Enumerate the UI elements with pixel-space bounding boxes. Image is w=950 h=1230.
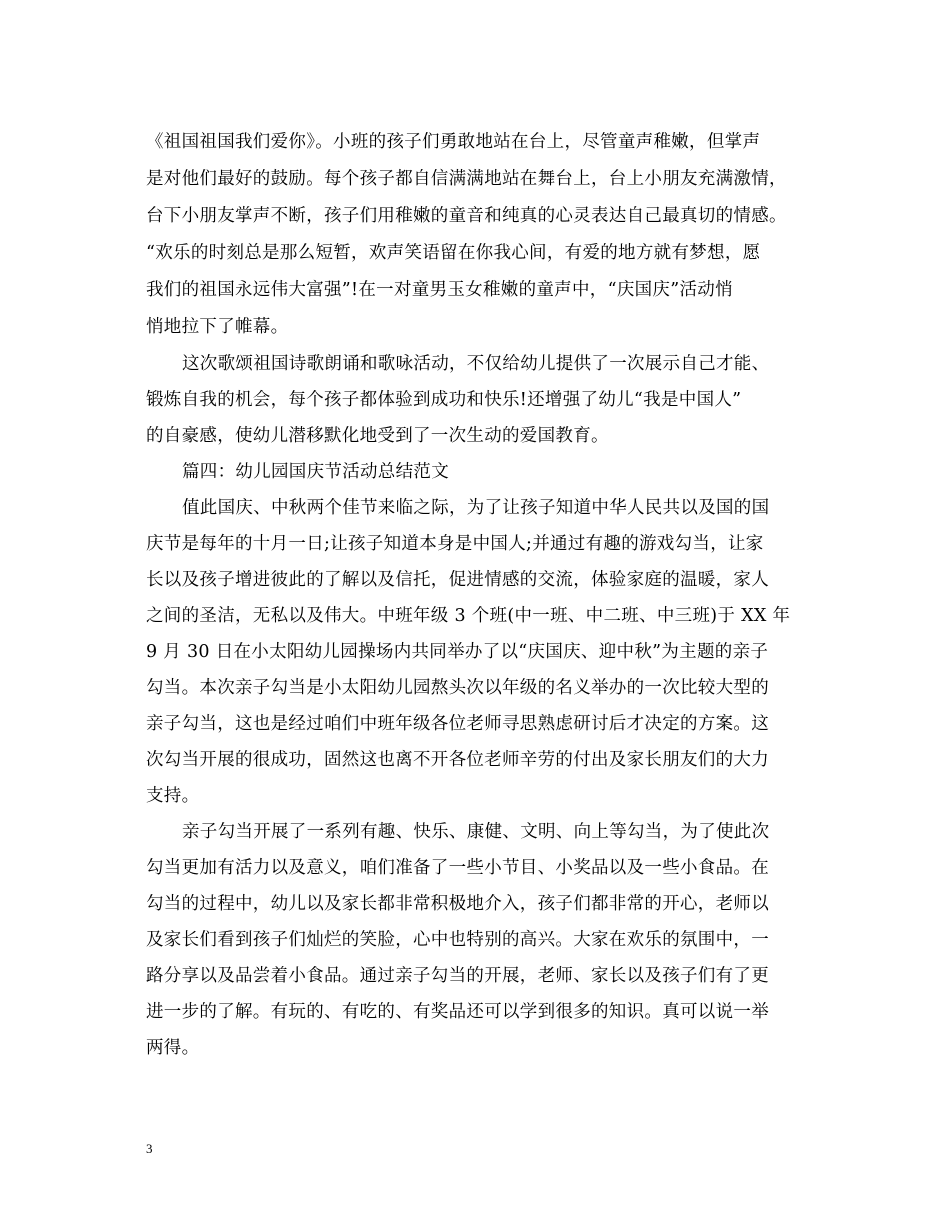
text-line: 路分享以及品尝着小食品。通过亲子勾当的开展，老师、家长以及孩子们有了更 <box>146 966 769 986</box>
text-line: 长以及孩子增进彼此的了解以及信托，促进情感的交流，体验家庭的温暖，家人 <box>146 570 769 590</box>
text-line: 亲子勾当开展了一系列有趣、快乐、康健、文明、向上等勾当，为了使此次 <box>182 822 770 842</box>
text-line: 及家长们看到孩子们灿烂的笑脸，心中也特别的高兴。大家在欢乐的氛围中，一 <box>146 930 769 950</box>
text-line: 《祖国祖国我们爱你》。小班的孩子们勇敢地站在台上，尽管童声稚嫩，但掌声 <box>146 132 761 152</box>
section-heading: 篇四：幼儿园国庆节活动总结范文 <box>182 462 449 482</box>
text-line: 两得。 <box>146 1038 200 1058</box>
text-line: 值此国庆、中秋两个佳节来临之际，为了让孩子知道中华人民共以及国的国 <box>182 498 770 518</box>
text-line: 是对他们最好的鼓励。每个孩子都自信满满地站在舞台上，台上小朋友充满激情， <box>146 169 787 189</box>
text-line: 我们的祖国永远伟大富强”!在一对童男玉女稚嫩的童声中，“庆国庆”活动悄 <box>146 280 733 300</box>
text-line: 勾当。本次亲子勾当是小太阳幼儿园熬头次以年级的名义举办的一次比较大型的 <box>146 678 769 698</box>
text-line: 台下小朋友掌声不断，孩子们用稚嫩的童音和纯真的心灵表达自己最真切的情感。 <box>146 206 787 226</box>
text-line: 之间的圣洁，无私以及伟大。中班年级 3 个班(中一班、中二班、中三班)于 XX 年 <box>146 606 791 626</box>
text-line: “欢乐的时刻总是那么短暂，欢声笑语留在你我心间，有爱的地方就有梦想，愿 <box>146 243 761 263</box>
text-line: 亲子勾当，这也是经过咱们中班年级各位老师寻思熟虑研讨后才决定的方案。这 <box>146 714 769 734</box>
text-line: 锻炼自我的机会，每个孩子都体验到成功和快乐!还增强了幼儿“我是中国人” <box>146 390 742 410</box>
text-line: 9 月 30 日在小太阳幼儿园操场内共同举办了以“庆国庆、迎中秋”为主题的亲子 <box>146 642 769 662</box>
text-line: 次勾当开展的很成功，固然这也离不开各位老师辛劳的付出及家长朋友们的大力 <box>146 750 769 770</box>
text-line: 的自豪感，使幼儿潜移默化地受到了一次生动的爱国教育。 <box>146 426 609 446</box>
page-number: 3 <box>146 1141 153 1156</box>
text-line: 庆节是每年的十月一日;让孩子知道本身是中国人;并通过有趣的游戏勾当，让家 <box>146 534 764 554</box>
text-line: 勾当的过程中，幼儿以及家长都非常积极地介入，孩子们都非常的开心，老师以 <box>146 894 769 914</box>
text-line: 悄地拉下了帷幕。 <box>146 317 289 337</box>
text-line: 勾当更加有活力以及意义，咱们准备了一些小节目、小奖品以及一些小食品。在 <box>146 858 769 878</box>
text-line: 支持。 <box>146 786 200 806</box>
text-line: 这次歌颂祖国诗歌朗诵和歌咏活动，不仅给幼儿提供了一次展示自己才能、 <box>182 354 770 374</box>
text-line: 进一步的了解。有玩的、有吃的、有奖品还可以学到很多的知识。真可以说一举 <box>146 1002 769 1022</box>
